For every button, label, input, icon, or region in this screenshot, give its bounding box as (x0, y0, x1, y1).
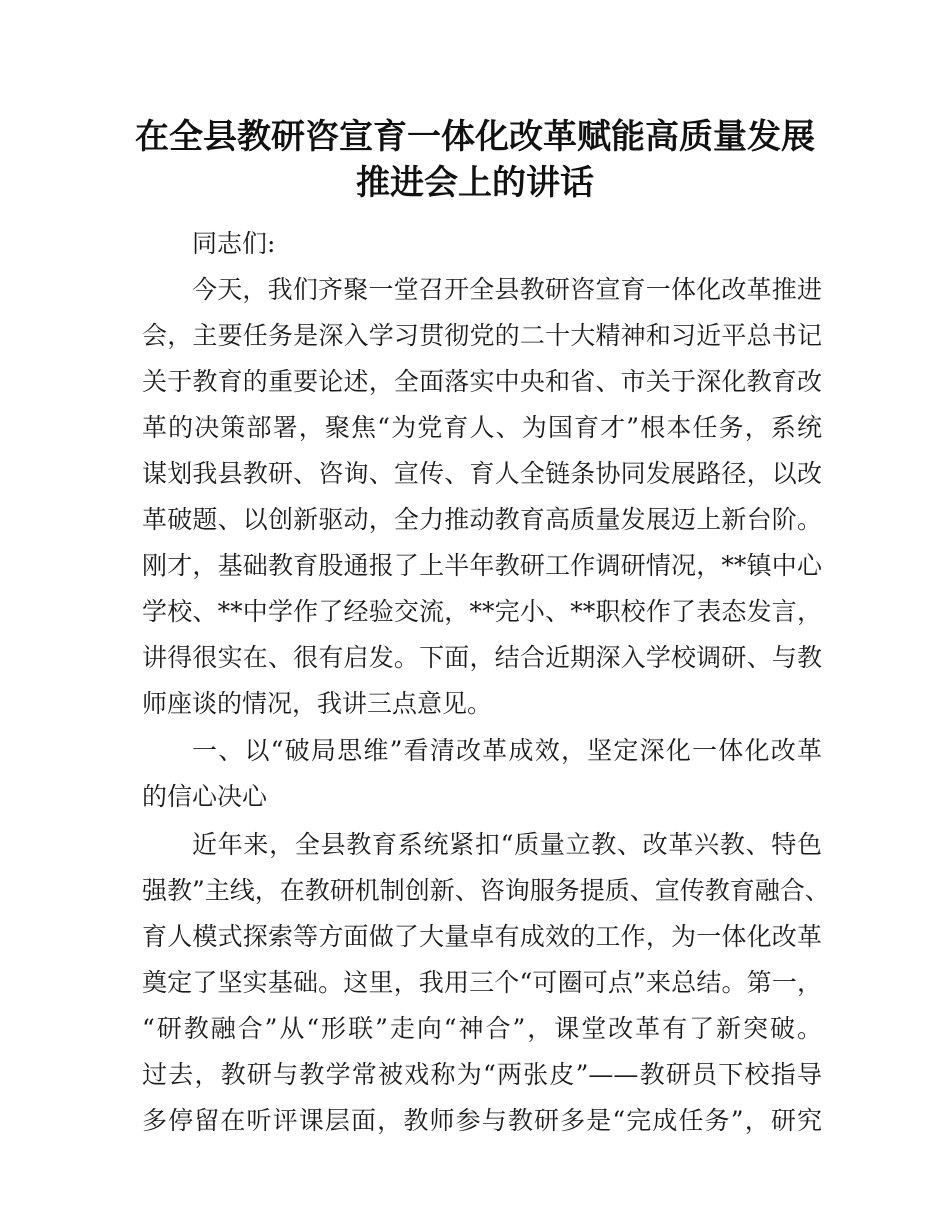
paragraph-line: “研教融合”从“形联”走向“神合”，课堂改革有了新突破。 (142, 1014, 822, 1043)
document-title-line-2: 推进会上的讲话 (356, 163, 594, 203)
paragraph-line: 强教”主线，在教研机制创新、咨询服务提质、宣传教育融合、 (142, 876, 830, 905)
paragraph-line: 学校、**中学作了经验交流，**完小、**职校作了表态发言， (142, 597, 822, 626)
paragraph-line: 关于教育的重要论述，全面落实中央和省、市关于深化教育改 (142, 367, 822, 396)
paragraph-line: 革的决策部署，聚焦“为党育人、为国育才”根本任务，系统 (142, 413, 822, 442)
paragraph-line: 会，主要任务是深入学习贯彻党的二十大精神和习近平总书记 (142, 321, 822, 350)
paragraph-line: 多停留在听评课层面，教师参与教研多是“完成任务”，研究 (142, 1106, 822, 1135)
paragraph-line: 刚才，基础教育股通报了上半年教研工作调研情况，**镇中心 (142, 551, 822, 580)
salutation: 同志们: (192, 229, 276, 258)
paragraph-line: 讲得很实在、很有启发。下面，结合近期深入学校调研、与教 (142, 643, 822, 672)
section-heading-line: 的信心决心 (142, 782, 268, 811)
paragraph-line: 奠定了坚实基础。这里，我用三个“可圈可点”来总结。第一， (142, 968, 822, 997)
paragraph-line: 今天，我们齐聚一堂召开全县教研咨宣育一体化改革推进 (192, 275, 822, 304)
paragraph-line: 革破题、以创新驱动，全力推动教育高质量发展迈上新台阶。 (142, 505, 822, 534)
paragraph-line: 过去，教研与教学常被戏称为“两张皮”——教研员下校指导 (142, 1060, 822, 1089)
paragraph-line: 谋划我县教研、咨询、宣传、育人全链条协同发展路径，以改 (142, 459, 822, 488)
paragraph-line: 近年来，全县教育系统紧扣“质量立教、改革兴教、特色 (192, 830, 822, 859)
paragraph-line: 师座谈的情况，我讲三点意见。 (142, 689, 493, 718)
paragraph-line: 育人模式探索等方面做了大量卓有成效的工作，为一体化改革 (142, 922, 822, 951)
document-title-line-1: 在全县教研咨宣育一体化改革赋能高质量发展 (135, 117, 815, 157)
section-heading-line: 一、以“破局思维”看清改革成效，坚定深化一体化改革 (192, 736, 822, 765)
